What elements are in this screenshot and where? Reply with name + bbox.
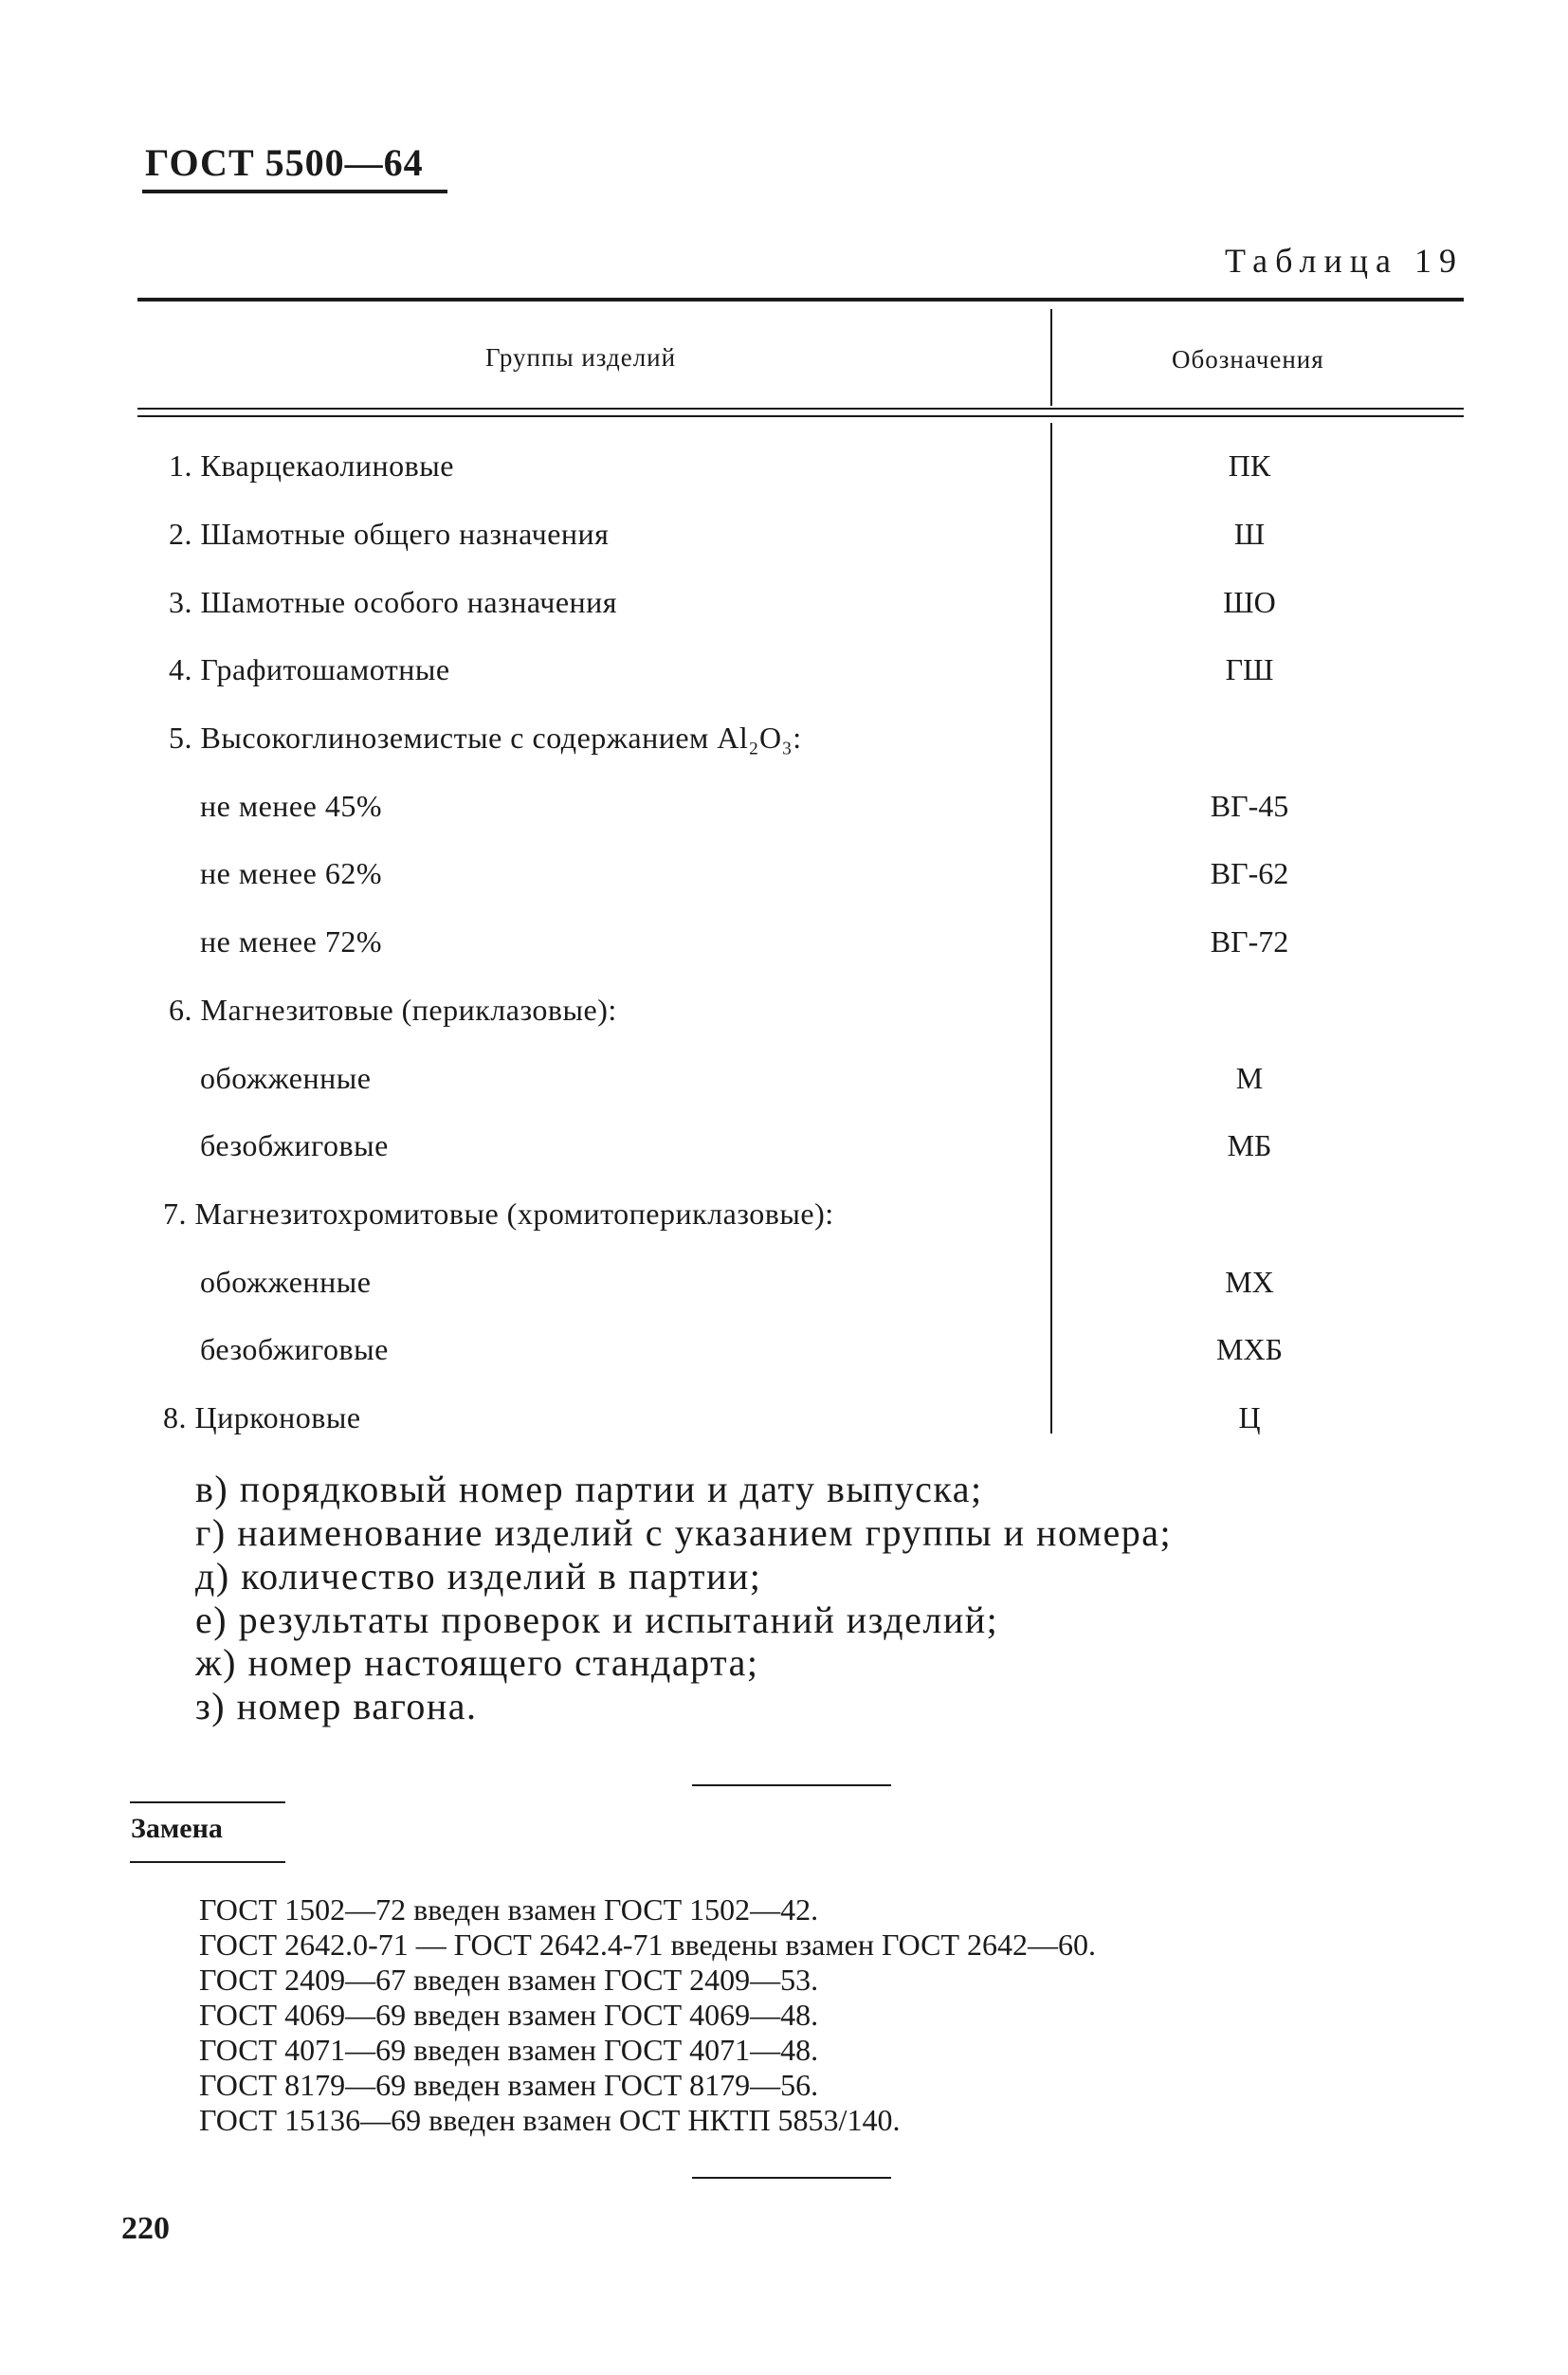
list-item: д) количество изделий в партии; [195,1555,762,1598]
list-item: в) порядковый номер партии и дату выпуска; [195,1468,983,1510]
table-row [0,1398,1568,1467]
list-item: г) наименование изделий с указанием группы и номера; [195,1511,1173,1554]
designation-cell: ВГ-45 [1210,789,1289,823]
table-row [0,1059,1568,1127]
group-cell: 2. Шамотные общего назначения [169,517,610,551]
replacement-item: ГОСТ 4071—69 введен взамен ГОСТ 4071—48. [199,2033,819,2067]
table-row [0,854,1568,923]
table-row [0,923,1568,991]
group-cell: безобжиговые [200,1332,389,1366]
group-cell: 3. Шамотные особого назначения [169,585,618,619]
table-row [0,1126,1568,1195]
replacements-title-underline [130,1861,285,1863]
table-top-rule [137,298,1464,301]
table-label: Таблица 19 [1225,242,1464,280]
group-cell: 1. Кварцекаолиновые [169,448,454,483]
designation-cell: М [1235,1061,1264,1095]
list-item: з) номер вагона. [195,1685,478,1727]
replacements-title: Замена [131,1813,223,1844]
replacement-item: ГОСТ 2409—67 введен взамен ГОСТ 2409—53. [199,1963,819,1997]
group-cell: не менее 62% [200,856,382,890]
group-cell: обожженные [200,1265,372,1299]
group-cell: 4. Графитошамотные [169,652,450,686]
table-row [0,1195,1568,1263]
group-cell: безобжиговые [200,1128,389,1162]
table-row [0,650,1568,719]
table-row [0,583,1568,651]
table-row [0,787,1568,855]
document-standard-title: ГОСТ 5500—64 [145,141,424,184]
table-row [0,447,1568,515]
group-cell: 5. Высокоглиноземистые с содержанием Al₂O₃: [169,721,802,755]
page-number: 220 [121,2211,170,2246]
replacement-item: ГОСТ 1502—72 введен взамен ГОСТ 1502—42. [199,1892,819,1927]
table-header-rule-bottom [137,415,1464,417]
designation-cell: ГШ [1225,652,1274,686]
replacement-item: ГОСТ 8179—69 введен взамен ГОСТ 8179—56. [199,2068,819,2102]
list-item: ж) номер настоящего стандарта; [195,1641,759,1684]
designation-cell: ВГ-72 [1210,924,1289,959]
group-cell: не менее 45% [200,789,382,823]
header-underline [142,190,447,193]
designation-cell: МБ [1227,1128,1272,1162]
designation-cell: ВГ-62 [1210,856,1289,890]
table-row [0,1330,1568,1398]
replacements-title-overline [130,1801,285,1803]
group-cell: не менее 72% [200,924,382,959]
replacement-item: ГОСТ 15136—69 введен взамен ОСТ НКТП 5853/140. [199,2103,901,2137]
table-row [0,1263,1568,1331]
group-cell: 8. Цирконовые [163,1400,361,1434]
column-header-designations: Обозначения [1172,345,1324,374]
list-item: е) результаты проверок и испытаний изделий; [195,1599,999,1641]
designation-cell: МХ [1225,1265,1274,1299]
section-divider [692,2177,891,2179]
table-header-column-divider [1050,309,1052,406]
group-cell: 6. Магнезитовые (периклазовые): [169,993,617,1027]
designation-cell: Ш [1233,517,1266,551]
group-cell: 7. Магнезитохромитовые (хромитопериклазовые): [163,1197,834,1231]
designation-cell: ШО [1223,585,1276,619]
designation-cell: ПК [1228,448,1271,483]
table-header-rule-top [137,408,1464,410]
designation-cell: МХБ [1216,1332,1283,1366]
table-row [0,719,1568,787]
group-cell: обожженные [200,1061,372,1095]
section-divider [692,1784,891,1786]
replacement-item: ГОСТ 2642.0-71 — ГОСТ 2642.4-71 введены взамен ГОСТ 2642—60. [199,1927,1097,1962]
table-row [0,515,1568,583]
replacement-item: ГОСТ 4069—69 введен взамен ГОСТ 4069—48. [199,1998,819,2032]
column-header-groups: Группы изделий [485,343,677,372]
designation-cell: Ц [1238,1400,1261,1434]
table-row [0,991,1568,1059]
